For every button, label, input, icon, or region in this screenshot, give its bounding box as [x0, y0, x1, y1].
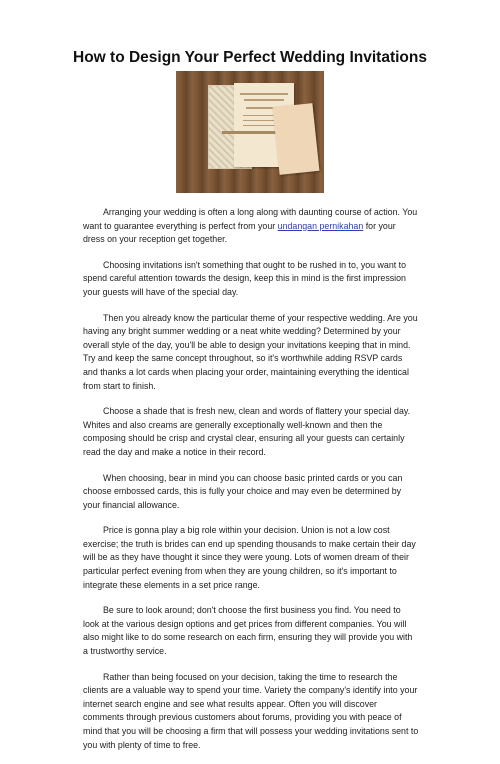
- paragraph: When choosing, bear in mind you can choose basic printed cards or you can choose embossed cards, this is fully your choice and may even be determined by your financial allowance.: [83, 472, 403, 510]
- paragraph: Be sure to look around; don't choose the first business you find. You need to look at the various design options and get prices from different companies. You will also might like to do some research on each firm, ensuring they will provide you with a trustworthy service.: [83, 605, 413, 657]
- paragraph: Then you already know the particular theme of your respective wedding. Are you having any bright summer wedding or a neat white wedding? Determined by your overall style of the day, you'll be able to design your invitations keeping that in mind. Try and keep the same concept throughout, so it's worthwhile adding RSVP cards and thanks a lot cards when placing your order, maintaining everything the identical from start to finish.: [83, 312, 418, 391]
- rsvp-card: [273, 103, 320, 175]
- paragraph: Rather than being focused on your decision, taking the time to research the clients are a valuable way to spend your time. Variety the company's identify into your internet search engine and see what results appear. Often you will discover comments through previous customers about forums, providing you with peace of mind that you will be choosing a firm that will possess your wedding invitations sent to you with plenty of time to free.: [83, 671, 419, 750]
- paragraph-text: Arranging your wedding is often a long along with daunting course of action. You want to guarantee everything is perfect from your: [83, 207, 418, 231]
- wedding-invitation-photo: [176, 71, 324, 193]
- paragraph: Choosing invitations isn't something that ought to be rushed in to, you want to spend careful attention towards the design, keep this in mind is the first impression your guests will have of the special day.: [83, 259, 407, 297]
- paragraph: Price is gonna play a big role within your decision. Union is not a low cost exercise; the truth is brides can end up spending thousands to make certain their day will be as they have thought it since they were young. Lots of women dream of their particular perfect evening from when they are young children, so it's important to integrate these elements in a set price range.: [83, 525, 416, 590]
- card-script-line: [240, 93, 288, 95]
- card-script-line: [244, 99, 284, 101]
- paragraph: [83, 206, 419, 247]
- article-body: [83, 206, 419, 764]
- page-title: How to Design Your Perfect Wedding Invitations: [73, 49, 427, 66]
- undangan-pernikahan-link[interactable]: undangan pernikahan: [277, 220, 364, 231]
- paragraph: Choose a shade that is fresh new, clean and words of flattery your special day. Whites and also creams are generally exceptionally well-known and then the composing should be crisp and crystal clear, ensuring all your guests can certainly read the day and make a notice in their record.: [83, 406, 411, 457]
- paragraph-text: for your dress on your reception get together.: [83, 220, 396, 245]
